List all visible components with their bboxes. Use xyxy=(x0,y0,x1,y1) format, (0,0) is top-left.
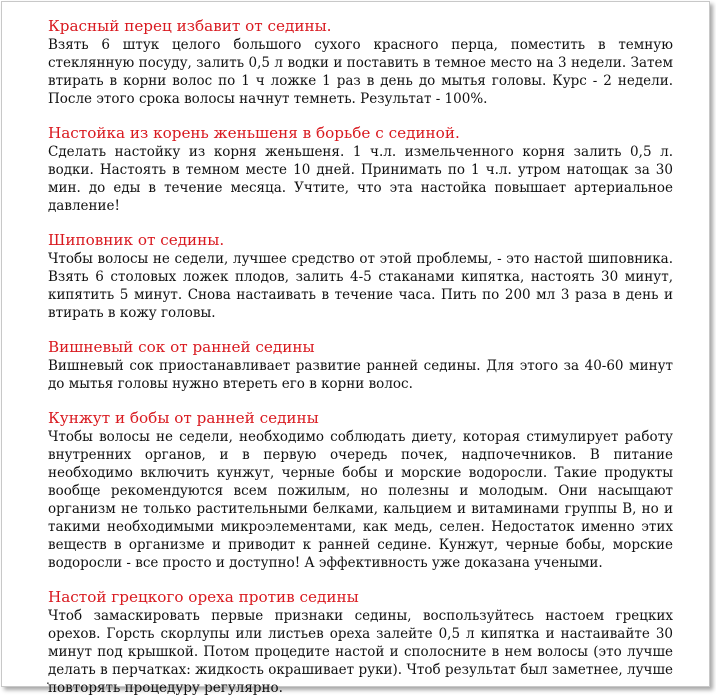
section-ginseng xyxy=(48,123,673,215)
section-heading: Настойка из корень женьшеня в борьбе с сединой. xyxy=(48,124,460,142)
section-text: Сделать настойку из корня женьшеня. 1 ч.л. измельченного корня залить 0,5 л. водки. Настоять в темном месте 10 дней. Принимать по 1 ч.л. утром натощак за 30 мин. до еды в течение месяца. Учтите, что эта настойка повышает артериальное давление! xyxy=(48,144,673,214)
trailing-mark: . xyxy=(46,673,50,687)
section-walnut xyxy=(48,587,673,697)
section-sesame-beans xyxy=(48,408,673,572)
section-cherry-juice xyxy=(48,337,673,393)
section-text: Взять 6 штук целого большого сухого красного перца, поместить в темную стеклянную посуду, залить 0,5 л водки и поставить в темное место на 3 недели. Затем втирать в корни волос по 1 ч ложке 1 раз в день до мытья головы. Курс - 2 недели. После этого срока волосы начнут темнеть. Результат - 100%. xyxy=(48,37,673,107)
section-text: Чтобы волосы не седели, необходимо соблюдать диету, которая стимулирует работу внутренних органов, и в первую очередь почек, надпочечников. В питание необходимо включить кунжут, черные бобы и морские водоросли. Такие продукты вообще рекомендуются всем пожилым, но полезны и молодым. Они насыщают организм не только растительными белками, кальцием и витаминами группы В, но и такими необходимыми микроэлементами, как медь, селен. Недостаток именно этих веществ в организме и приводит к ранней седине. Кунжут, черные бобы, морские водоросли - все просто и доступно! А эффективность уже доказана учеными. xyxy=(48,429,673,571)
section-heading: Красный перец избавит от седины. xyxy=(48,17,332,35)
section-rosehip xyxy=(48,230,673,322)
section-text: Чтобы волосы не седели, лучшее средство от этой проблемы, - это настой шиповника. Взять 6 столовых ложек плодов, залить 4-5 стаканами кипятка, настоять 30 минут, кипятить 5 минут. Снова настаивать в течение часа. Пить по 200 мл 3 раза в день и втирать в кожу головы. xyxy=(48,251,673,321)
section-text: Вишневый сок приостанавливает развитие ранней седины. Для этого за 40-60 минут до мытья головы нужно втереть его в корни волос. xyxy=(48,358,673,392)
section-red-pepper xyxy=(48,16,673,108)
section-text: Чтоб замаскировать первые признаки седины, воспользуйтесь настоем грецких орехов. Горсть скорлупы или листьев ореха залейте 0,5 л кипятка и настаивайте 30 минут под крышкой. Потом процедите настой и сполосните в нем волосы (это лучше делать в перчатках: жидкость окрашивает руки). Чтоб результат был заметнее, лучше повторять процедуру регулярно. xyxy=(48,608,673,696)
document-page xyxy=(1,1,710,696)
section-heading: Кунжут и бобы от ранней седины xyxy=(48,409,319,427)
section-heading: Шиповник от седины. xyxy=(48,231,225,249)
section-heading: Вишневый сок от ранней седины xyxy=(48,338,315,356)
section-heading: Настой грецкого ореха против седины xyxy=(48,588,359,606)
